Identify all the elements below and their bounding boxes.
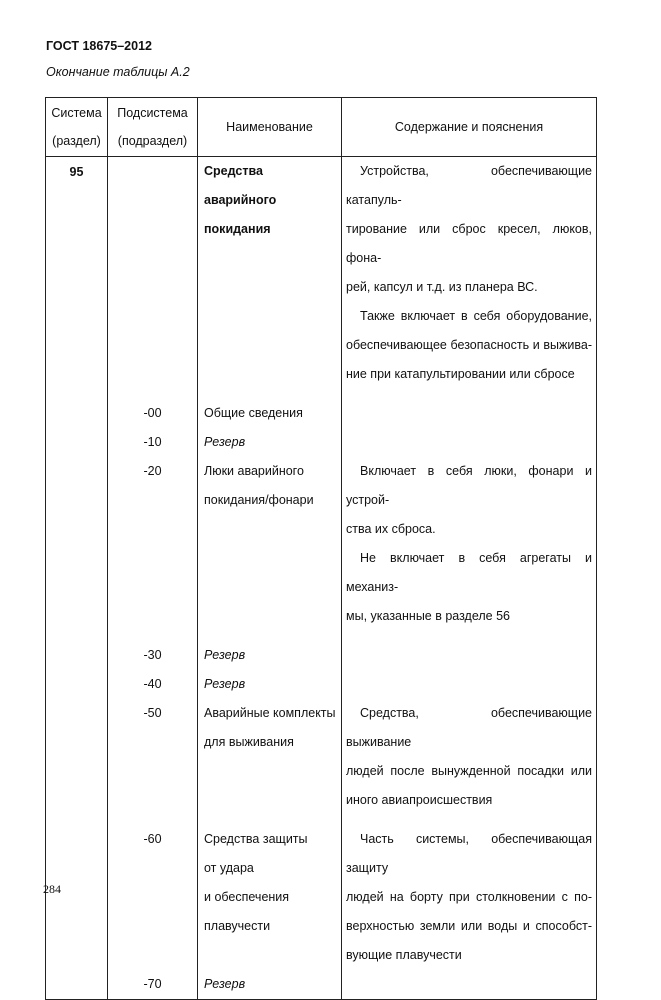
subsystem-code: -30 (143, 648, 162, 662)
page-number: 284 (43, 882, 61, 896)
header-subsystem: Подсистема (подраздел) (108, 98, 198, 157)
table-row (46, 399, 597, 428)
table-row (46, 641, 597, 670)
system-description: Устройства, обеспечивающие катапуль- тирование или сброс кресел, люков, фона- рей, капсул и т.д. из планера ВС. Также включает в себя оборудование, обеспечивающее безопасность и выжива- ние при катапультировании или сбросе (342, 157, 597, 400)
subsystem-name: Аварийные комплекты для выживания (198, 699, 342, 825)
table-row-main (46, 157, 597, 400)
subsystem-code: -20 (143, 464, 162, 478)
subsystem-code: -10 (143, 435, 162, 449)
table-row (46, 670, 597, 699)
subsystem-name: Общие сведения (204, 406, 303, 420)
subsystem-name: Люки аварийного покидания/фонари (198, 457, 342, 641)
system-name: Средства аварийного покидания (198, 157, 342, 400)
header-description: Содержание и пояснения (342, 98, 597, 157)
subsystem-description: Включает в себя люки, фонари и устрой- ства их сброса. Не включает в себя агрегаты и механиз- мы, указанные в разделе 56 (342, 457, 597, 641)
subsystem-code: -00 (143, 406, 162, 420)
classification-table (45, 97, 597, 1000)
table-row (46, 825, 597, 970)
subsystem-name: Резерв (204, 648, 246, 662)
subsystem-description: Средства, обеспечивающие выживание людей после вынужденной посадки или иного авиапроисшествия (342, 699, 597, 825)
standard-number: ГОСТ 18675–2012 (46, 39, 152, 53)
table-row (46, 428, 597, 457)
subsystem-name: Резерв (204, 677, 246, 691)
subsystem-name: Резерв (204, 977, 246, 991)
subsystem-code: -40 (143, 677, 162, 691)
subsystem-description: Часть системы, обеспечивающая защиту людей на борту при столкновении с по- верхностью земли или воды и способст- вующие плавучести (342, 825, 597, 970)
subsystem-name: Средства защиты от удара и обеспечения плавучести (198, 825, 342, 970)
table-caption: Окончание таблицы А.2 (46, 65, 190, 79)
subsystem-code-empty (108, 157, 198, 400)
table-row (46, 970, 597, 1000)
table-row (46, 457, 597, 641)
header-name: Наименование (198, 98, 342, 157)
table-row (46, 699, 597, 825)
subsystem-code: -70 (143, 977, 162, 991)
subsystem-name: Резерв (204, 435, 246, 449)
subsystem-code: -60 (143, 832, 162, 846)
header-system: Система (раздел) (46, 98, 108, 157)
system-code: 95 (46, 157, 108, 400)
table-header-row (46, 98, 597, 157)
subsystem-code: -50 (143, 706, 162, 720)
